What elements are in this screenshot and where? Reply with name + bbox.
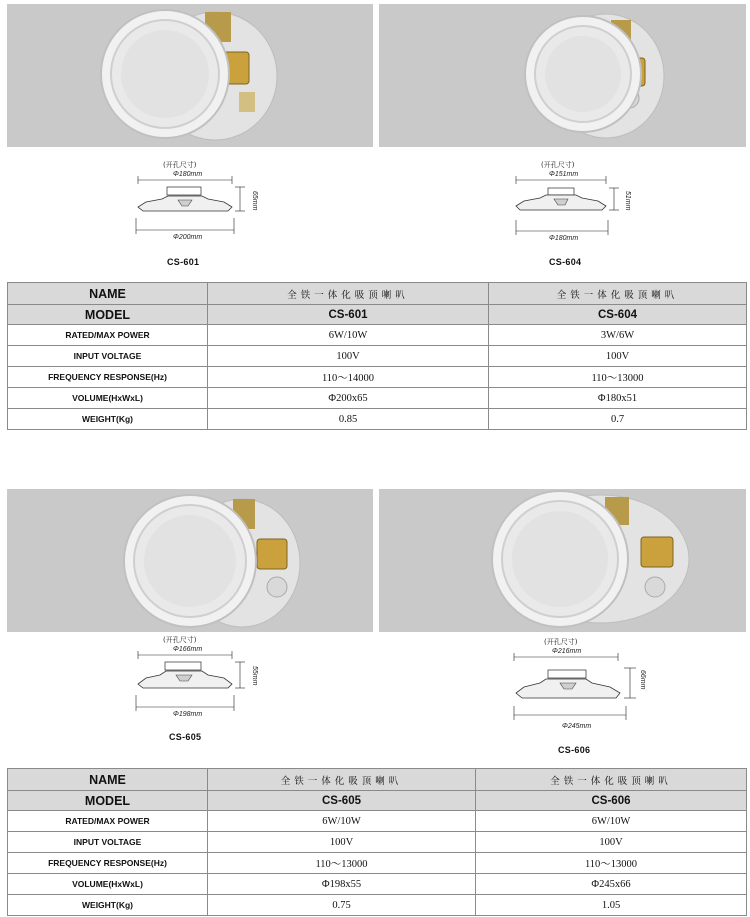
spec-table [7,282,747,430]
product-name-cell: 全铁一体化吸顶喇叭 [208,283,489,305]
row-value: Φ200x65 [208,388,489,409]
row-label: INPUT VOLTAGE [8,346,208,367]
row-value: 100V [208,346,489,367]
product-name-cell: 全铁一体化吸顶喇叭 [476,769,747,791]
height-dimension: 66mm [639,670,646,690]
model-row [8,305,747,325]
dimension-diagram-cs604 [510,158,640,253]
height-dimension: 51mm [624,191,631,211]
row-label: FREQUENCY RESPONSE(Hz) [8,853,208,874]
outer-diameter: Φ198mm [173,711,203,718]
row-label: RATED/MAX POWER [8,325,208,346]
product-photo-cs601 [7,4,373,147]
cutout-size-label: (开孔尺寸) [544,638,578,646]
table-row [8,388,747,409]
row-label: INPUT VOLTAGE [8,832,208,853]
product-photo-cs605 [7,489,373,632]
model-cell: CS-604 [489,305,747,325]
model-caption: CS-601 [167,257,200,267]
model-caption: CS-604 [549,257,582,267]
product-photo-cs604 [379,4,746,147]
row-value: 3W/6W [489,325,747,346]
model-cell: CS-606 [476,791,747,811]
ceiling-speaker-image [7,4,373,147]
table-row [8,346,747,367]
table-row [8,325,747,346]
row-value: 110～14000 [208,367,489,388]
row-value: 6W/10W [208,811,476,832]
table-row [8,832,747,853]
outer-diameter: Φ245mm [562,723,592,730]
row-label: WEIGHT(Kg) [8,895,208,916]
ceiling-speaker-image [379,4,746,147]
ceiling-speaker-image [7,489,373,632]
product-name-cell: 全铁一体化吸顶喇叭 [208,769,476,791]
table-header-row [8,283,747,305]
row-value: 6W/10W [476,811,747,832]
row-value: 0.75 [208,895,476,916]
row-value: 110～13000 [489,367,747,388]
row-value: Φ198x55 [208,874,476,895]
outer-diameter: Φ200mm [173,234,203,241]
row-label: WEIGHT(Kg) [8,409,208,430]
outer-diameter: Φ180mm [549,235,579,242]
table-row [8,409,747,430]
cutout-diameter: Φ166mm [173,646,203,653]
cutout-diameter: Φ216mm [552,648,582,655]
row-value: 1.05 [476,895,747,916]
model-caption: CS-606 [558,745,591,755]
row-value: 100V [476,832,747,853]
row-label: VOLUME(HxWxL) [8,388,208,409]
table-header-row [8,769,747,791]
model-cell: CS-601 [208,305,489,325]
cutout-size-label: (开孔尺寸) [541,161,575,169]
row-value: 6W/10W [208,325,489,346]
row-label: FREQUENCY RESPONSE(Hz) [8,367,208,388]
dimension-diagram-cs605 [130,633,260,728]
row-value: Φ245x66 [476,874,747,895]
dimension-diagram-cs606 [510,634,650,739]
name-header: NAME [8,769,208,791]
spec-table [7,768,747,916]
table-row [8,367,747,388]
table-row [8,853,747,874]
dimension-diagram-cs601 [130,158,260,253]
row-label: RATED/MAX POWER [8,811,208,832]
cutout-size-label: (开孔尺寸) [163,636,197,644]
ceiling-speaker-image [379,489,746,632]
cutout-size-label: (开孔尺寸) [163,161,197,169]
row-value: Φ180x51 [489,388,747,409]
model-cell: CS-605 [208,791,476,811]
cutout-diameter: Φ180mm [173,171,203,178]
height-dimension: 65mm [251,191,258,211]
model-label: MODEL [8,305,208,325]
row-label: VOLUME(HxWxL) [8,874,208,895]
table-row [8,874,747,895]
row-value: 100V [489,346,747,367]
height-dimension: 55mm [251,666,258,686]
row-value: 0.85 [208,409,489,430]
row-value: 100V [208,832,476,853]
cutout-diameter: Φ151mm [549,171,579,178]
product-photo-cs606 [379,489,746,632]
model-row [8,791,747,811]
product-name-cell: 全铁一体化吸顶喇叭 [489,283,747,305]
row-value: 0.7 [489,409,747,430]
row-value: 110～13000 [476,853,747,874]
model-label: MODEL [8,791,208,811]
model-caption: CS-605 [169,732,202,742]
name-header: NAME [8,283,208,305]
table-row [8,895,747,916]
row-value: 110～13000 [208,853,476,874]
table-row [8,811,747,832]
